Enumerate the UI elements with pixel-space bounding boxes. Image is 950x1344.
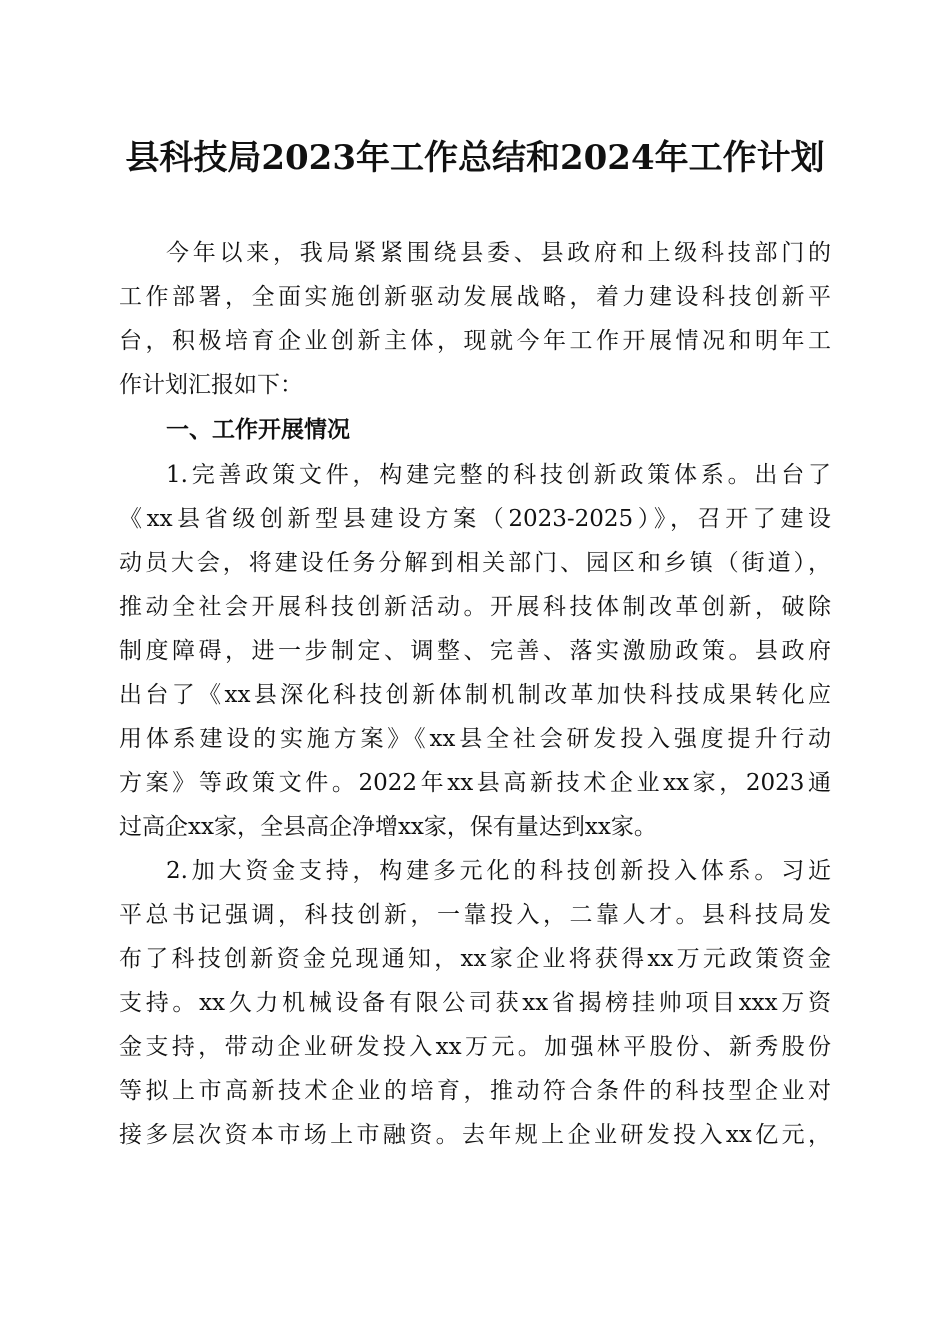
item2-line: 接多层次资本市场上市融资。去年规上企业研发投入xx亿元， — [119, 1122, 831, 1148]
item2-line: 2.加大资金支持，构建多元化的科技创新投入体系。习近 — [166, 858, 831, 884]
item1-line: 出台了《xx县深化科技创新体制机制改革加快科技成果转化应 — [119, 682, 831, 708]
intro-line: 今年以来，我局紧紧围绕县委、县政府和上级科技部门的 — [166, 240, 831, 266]
item1-line: 1.完善政策文件，构建完整的科技创新政策体系。出台了 — [166, 462, 831, 488]
item1-line: 推动全社会开展科技创新活动。开展科技体制改革创新，破除 — [119, 594, 831, 620]
intro-line: 作计划汇报如下： — [119, 372, 303, 398]
item2-line: 布了科技创新资金兑现通知，xx家企业将获得xx万元政策资金 — [119, 946, 831, 972]
item1-line: 《xx县省级创新型县建设方案（2023-2025）》，召开了建设 — [119, 506, 831, 532]
item2-line: 平总书记强调，科技创新，一靠投入，二靠人才。县科技局发 — [119, 902, 831, 928]
item1-line: 过高企xx家，全县高企净增xx家，保有量达到xx家。 — [119, 814, 657, 840]
item2-line: 支持。xx久力机械设备有限公司获xx省揭榜挂帅项目xxx万资 — [119, 990, 831, 1016]
item1-line: 用体系建设的实施方案》《xx县全社会研发投入强度提升行动 — [119, 726, 831, 752]
item1-line: 制度障碍，进一步制定、调整、完善、落实激励政策。县政府 — [119, 638, 831, 664]
document-title: 县科技局2023年工作总结和2024年工作计划 — [125, 138, 825, 178]
item2-line: 等拟上市高新技术企业的培育，推动符合条件的科技型企业对 — [119, 1078, 831, 1104]
intro-line: 台，积极培育企业创新主体，现就今年工作开展情况和明年工 — [119, 328, 831, 354]
intro-line: 工作部署，全面实施创新驱动发展战略，着力建设科技创新平 — [119, 284, 831, 310]
section-heading: 一、工作开展情况 — [166, 417, 350, 443]
item2-line: 金支持，带动企业研发投入xx万元。加强林平股份、新秀股份 — [119, 1034, 831, 1060]
item1-line: 方案》等政策文件。2022年xx县高新技术企业xx家，2023通 — [119, 770, 831, 796]
item1-line: 动员大会，将建设任务分解到相关部门、园区和乡镇（街道）， — [119, 550, 831, 576]
